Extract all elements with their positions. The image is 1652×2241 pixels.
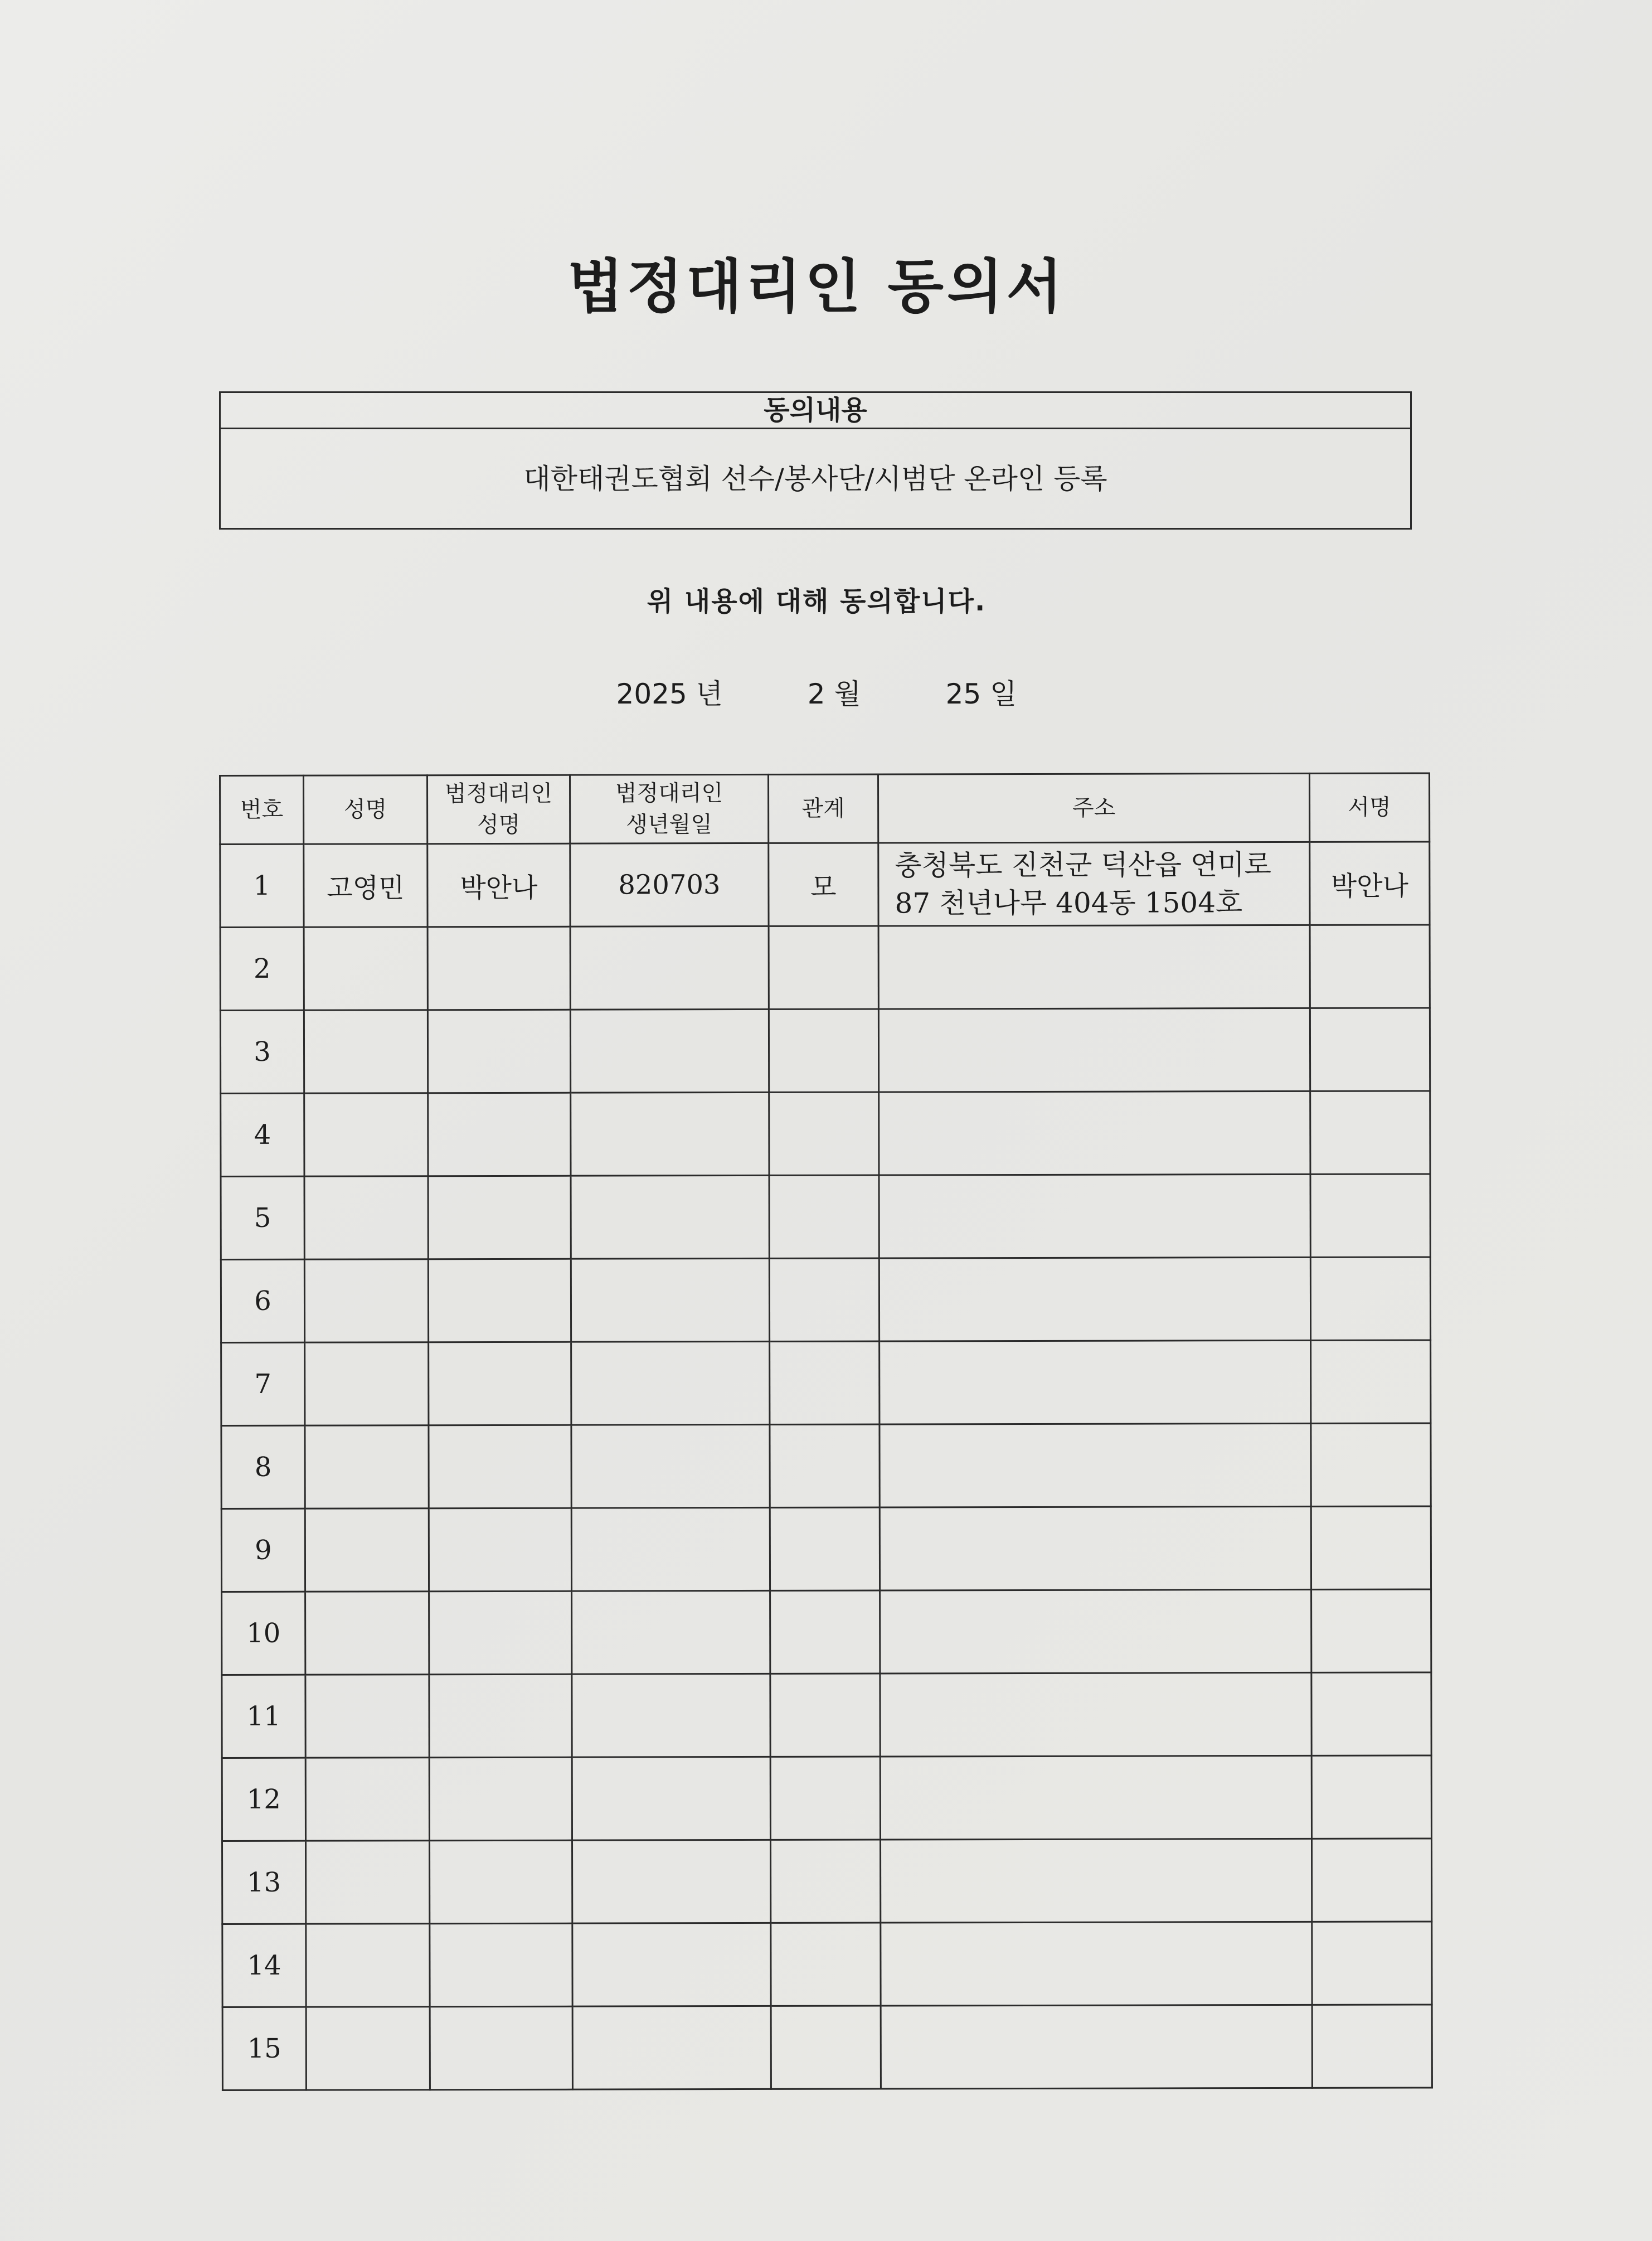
row-number: 6 (221, 1259, 304, 1342)
guardian-table (219, 772, 1433, 2091)
row-guardian-birth (570, 926, 769, 1010)
date-year: 2025 (616, 678, 687, 710)
row-name: 고영민 (304, 844, 427, 927)
table-row (221, 1174, 1430, 1260)
row-guardian-name (427, 927, 570, 1010)
row-name (306, 2007, 430, 2090)
row-guardian-name (429, 1425, 571, 1508)
row-relation (769, 1092, 879, 1175)
row-guardian-birth (572, 1923, 771, 2006)
row-address (880, 1423, 1311, 1507)
row-number: 3 (220, 1010, 304, 1093)
row-relation (771, 1923, 881, 2006)
row-name (305, 1675, 429, 1758)
row-address (880, 1340, 1311, 1424)
row-signature (1311, 1672, 1431, 1755)
table-row (221, 1506, 1431, 1592)
row-name (304, 1010, 427, 1093)
row-signature (1311, 1506, 1431, 1589)
row-relation (770, 1757, 880, 1840)
header-signature: 서명 (1309, 773, 1429, 842)
row-relation (771, 2006, 881, 2089)
row-number: 9 (221, 1508, 305, 1592)
row-number: 7 (221, 1342, 305, 1425)
table-row (221, 1257, 1430, 1343)
row-address (881, 1839, 1312, 1923)
row-name (305, 1758, 429, 1841)
table-row (222, 1839, 1432, 1924)
header-name: 성명 (304, 775, 427, 844)
row-number: 10 (222, 1592, 305, 1675)
row-signature: 박안나 (1310, 842, 1430, 925)
table-row (222, 2005, 1432, 2090)
row-number: 5 (221, 1176, 304, 1259)
row-name (306, 1841, 430, 1924)
agreement-statement: 위 내용에 대해 동의합니다. (647, 586, 987, 617)
table-row (220, 842, 1430, 928)
date-month: 2 (807, 678, 825, 710)
header-guardian-birth-line2: 생년월일 (626, 812, 713, 838)
consent-content: 대한태권도협회 선수/봉사단/시범단 온라인 등록 (523, 463, 1107, 495)
row-address (878, 1008, 1310, 1092)
table-row (222, 1672, 1431, 1758)
row-signature (1310, 925, 1430, 1008)
row-name (304, 1176, 428, 1259)
row-relation (769, 1009, 878, 1092)
consent-box (219, 391, 1412, 530)
row-relation (770, 1507, 880, 1590)
row-relation (770, 1590, 880, 1674)
row-address (878, 842, 1310, 926)
row-signature (1310, 1174, 1430, 1257)
date-day: 25 (945, 678, 982, 710)
row-guardian-name (429, 1508, 571, 1592)
row-address (879, 1091, 1310, 1175)
row-number: 1 (220, 844, 304, 927)
row-relation (769, 1175, 879, 1258)
row-address (878, 925, 1310, 1009)
row-guardian-name (428, 1259, 571, 1342)
header-guardian-name-line1: 법정대리인 (444, 780, 553, 807)
row-number: 15 (222, 2007, 306, 2090)
table-header-row (220, 773, 1430, 845)
table-row (220, 925, 1430, 1011)
row-signature (1310, 1008, 1430, 1091)
row-guardian-birth (572, 2006, 771, 2089)
table-row (222, 1589, 1431, 1675)
row-relation (770, 1424, 880, 1507)
row-signature (1312, 1839, 1432, 1922)
row-address (880, 1589, 1311, 1674)
header-guardian-name-line2: 성명 (477, 812, 521, 838)
row-guardian-name (429, 1674, 572, 1758)
row-guardian-birth (571, 1092, 769, 1176)
row-signature (1312, 1922, 1432, 2005)
header-address: 주소 (878, 773, 1310, 843)
row-guardian-name (429, 1342, 571, 1425)
row-guardian-name (428, 1176, 571, 1259)
row-signature (1311, 1755, 1431, 1839)
row-number: 12 (222, 1758, 305, 1841)
row-guardian-birth (572, 1840, 771, 1923)
row-relation (771, 1840, 881, 1923)
table-row (220, 1008, 1430, 1094)
row-relation (770, 1341, 880, 1424)
row-signature (1311, 1340, 1431, 1423)
table-row (222, 1922, 1432, 2007)
row-guardian-birth (571, 1341, 770, 1425)
table-row (221, 1340, 1431, 1426)
row-guardian-birth (572, 1674, 770, 1757)
row-signature (1311, 1423, 1431, 1506)
row-name (305, 1508, 429, 1592)
row-name (304, 927, 427, 1010)
row-guardian-name (430, 1840, 572, 1924)
row-signature (1310, 1091, 1430, 1174)
row-relation: 모 (769, 843, 878, 926)
row-number: 14 (222, 1924, 306, 2007)
row-guardian-name (428, 1093, 571, 1176)
row-signature (1310, 1257, 1430, 1340)
row-address (880, 1755, 1311, 1840)
row-address (879, 1174, 1310, 1258)
row-guardian-name (429, 1591, 572, 1675)
date-year-unit: 년 (696, 678, 723, 710)
header-guardian-name (427, 775, 570, 844)
row-name (305, 1425, 429, 1508)
document-title: 법정대리인 동의서 (567, 253, 1066, 321)
row-guardian-birth (570, 1009, 769, 1093)
header-guardian-birth (570, 774, 769, 843)
row-name (306, 1924, 430, 2007)
date-month-unit: 월 (834, 678, 861, 710)
date-day-unit: 일 (990, 678, 1017, 710)
row-relation (770, 1674, 880, 1757)
row-signature (1311, 1589, 1431, 1672)
table-row (221, 1091, 1430, 1177)
row-name (305, 1342, 429, 1425)
row-guardian-name (430, 2006, 572, 2090)
header-guardian-birth-line1: 법정대리인 (615, 780, 723, 807)
row-guardian-name (430, 1923, 572, 2007)
consent-date (0, 672, 1633, 712)
row-address (880, 1672, 1311, 1757)
row-relation (769, 1258, 879, 1341)
row-address-line1: 충청북도 진천군 덕산읍 연미로 (895, 848, 1271, 882)
row-address-line2: 87 천년나무 404동 1504호 (895, 886, 1243, 920)
header-relation: 관계 (769, 774, 878, 843)
row-address (881, 2005, 1312, 2089)
row-number: 11 (222, 1675, 305, 1758)
consent-header: 동의내용 (221, 393, 1410, 429)
row-name (305, 1592, 429, 1675)
row-guardian-birth (571, 1258, 769, 1342)
row-name (304, 1093, 428, 1176)
row-number: 13 (222, 1841, 306, 1924)
row-guardian-birth (571, 1424, 770, 1508)
row-guardian-name (427, 1010, 570, 1093)
row-address (879, 1257, 1310, 1341)
row-number: 4 (221, 1093, 304, 1176)
row-guardian-birth (571, 1507, 770, 1591)
row-guardian-name: 박안나 (427, 843, 570, 927)
table-row (222, 1755, 1431, 1841)
row-number: 8 (221, 1425, 305, 1508)
row-guardian-birth (571, 1175, 769, 1259)
row-address (881, 1922, 1312, 2006)
row-address (880, 1506, 1311, 1590)
row-guardian-birth (572, 1757, 770, 1840)
row-guardian-name (429, 1757, 572, 1841)
row-relation (769, 926, 878, 1009)
row-signature (1312, 2005, 1432, 2088)
row-guardian-birth: 820703 (570, 843, 769, 927)
row-number: 2 (220, 927, 304, 1010)
header-number: 번호 (220, 775, 304, 844)
row-name (304, 1259, 428, 1342)
row-guardian-birth (572, 1590, 770, 1674)
table-row (221, 1423, 1431, 1509)
